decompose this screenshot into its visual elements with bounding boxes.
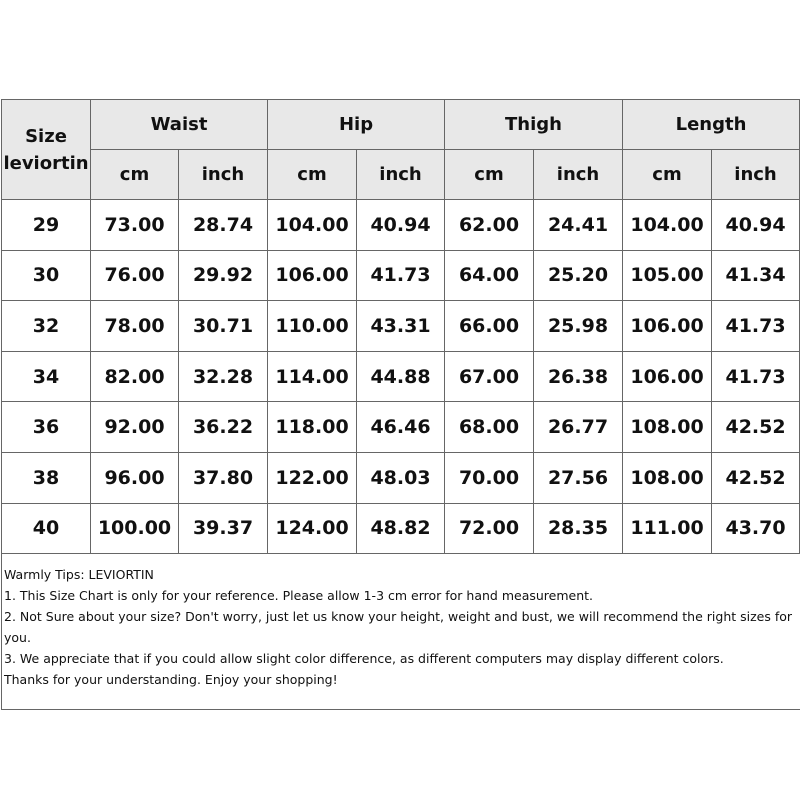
measurement-cell: 41.73 xyxy=(357,250,445,301)
measurement-cell: 124.00 xyxy=(268,503,357,554)
size-cell: 32 xyxy=(2,301,91,352)
size-cell: 29 xyxy=(2,200,91,251)
measurement-cell: 66.00 xyxy=(445,301,534,352)
measurement-cell: 30.71 xyxy=(179,301,268,352)
unit-header: cm xyxy=(91,150,179,200)
header-row-units xyxy=(2,150,800,200)
table-row xyxy=(2,503,800,554)
measurement-cell: 68.00 xyxy=(445,402,534,453)
measurement-cell: 108.00 xyxy=(623,452,712,503)
measurement-cell: 48.03 xyxy=(357,452,445,503)
measurement-cell: 39.37 xyxy=(179,503,268,554)
measurement-cell: 62.00 xyxy=(445,200,534,251)
measurement-cell: 106.00 xyxy=(623,351,712,402)
measurement-cell: 73.00 xyxy=(91,200,179,251)
measurement-cell: 106.00 xyxy=(268,250,357,301)
measurement-cell: 32.28 xyxy=(179,351,268,402)
unit-header: inch xyxy=(534,150,623,200)
measurement-cell: 104.00 xyxy=(268,200,357,251)
measurement-cell: 72.00 xyxy=(445,503,534,554)
warmly-tips xyxy=(1,554,800,710)
measurement-cell: 42.52 xyxy=(712,452,800,503)
measurement-cell: 108.00 xyxy=(623,402,712,453)
measurement-cell: 29.92 xyxy=(179,250,268,301)
size-cell: 40 xyxy=(2,503,91,554)
size-label-line1: Size xyxy=(25,125,67,147)
measurement-cell: 28.74 xyxy=(179,200,268,251)
measurement-cell: 92.00 xyxy=(91,402,179,453)
measurement-cell: 41.73 xyxy=(712,301,800,352)
measurement-cell: 78.00 xyxy=(91,301,179,352)
measurement-cell: 40.94 xyxy=(712,200,800,251)
measurement-cell: 82.00 xyxy=(91,351,179,402)
unit-header: inch xyxy=(712,150,800,200)
measurement-cell: 46.46 xyxy=(357,402,445,453)
tips-title: Warmly Tips: LEVIORTIN xyxy=(4,567,154,583)
size-label-line2: leviortin xyxy=(3,152,89,174)
table-row xyxy=(2,402,800,453)
table-row xyxy=(2,452,800,503)
measurement-cell: 37.80 xyxy=(179,452,268,503)
table-row xyxy=(2,351,800,402)
table-row xyxy=(2,250,800,301)
group-header-waist: Waist xyxy=(91,100,268,150)
group-header-hip: Hip xyxy=(268,100,445,150)
measurement-cell: 110.00 xyxy=(268,301,357,352)
measurement-cell: 64.00 xyxy=(445,250,534,301)
measurement-cell: 41.73 xyxy=(712,351,800,402)
size-cell: 36 xyxy=(2,402,91,453)
measurement-cell: 28.35 xyxy=(534,503,623,554)
measurement-cell: 122.00 xyxy=(268,452,357,503)
table-body xyxy=(2,200,800,554)
measurement-cell: 118.00 xyxy=(268,402,357,453)
group-header-length: Length xyxy=(623,100,800,150)
measurement-cell: 48.82 xyxy=(357,503,445,554)
measurement-cell: 44.88 xyxy=(357,351,445,402)
measurement-cell: 26.38 xyxy=(534,351,623,402)
unit-header: cm xyxy=(268,150,357,200)
measurement-cell: 105.00 xyxy=(623,250,712,301)
measurement-cell: 100.00 xyxy=(91,503,179,554)
table-row xyxy=(2,301,800,352)
tips-line-1: 1. This Size Chart is only for your reference. Please allow 1-3 cm error for hand measurement. xyxy=(4,588,594,604)
unit-header: cm xyxy=(623,150,712,200)
measurement-cell: 41.34 xyxy=(712,250,800,301)
unit-header: inch xyxy=(357,150,445,200)
table-row xyxy=(2,200,800,251)
size-column-header xyxy=(2,100,91,200)
unit-header: cm xyxy=(445,150,534,200)
measurement-cell: 76.00 xyxy=(91,250,179,301)
size-cell: 34 xyxy=(2,351,91,402)
measurement-cell: 43.70 xyxy=(712,503,800,554)
header-row-groups xyxy=(2,100,800,150)
size-cell: 38 xyxy=(2,452,91,503)
measurement-cell: 96.00 xyxy=(91,452,179,503)
measurement-cell: 36.22 xyxy=(179,402,268,453)
unit-header: inch xyxy=(179,150,268,200)
tips-line-2: 2. Not Sure about your size? Don't worry, just let us know your height, weight and bust, we will recommend the right sizes for you. xyxy=(4,609,793,646)
measurement-cell: 67.00 xyxy=(445,351,534,402)
measurement-cell: 25.98 xyxy=(534,301,623,352)
measurement-cell: 111.00 xyxy=(623,503,712,554)
measurement-cell: 104.00 xyxy=(623,200,712,251)
measurement-cell: 25.20 xyxy=(534,250,623,301)
size-table xyxy=(1,99,800,554)
measurement-cell: 26.77 xyxy=(534,402,623,453)
measurement-cell: 43.31 xyxy=(357,301,445,352)
measurement-cell: 27.56 xyxy=(534,452,623,503)
measurement-cell: 24.41 xyxy=(534,200,623,251)
size-chart xyxy=(1,99,799,710)
size-cell: 30 xyxy=(2,250,91,301)
tips-line-4: Thanks for your understanding. Enjoy your shopping! xyxy=(4,672,338,688)
measurement-cell: 40.94 xyxy=(357,200,445,251)
measurement-cell: 42.52 xyxy=(712,402,800,453)
measurement-cell: 106.00 xyxy=(623,301,712,352)
group-header-thigh: Thigh xyxy=(445,100,623,150)
measurement-cell: 70.00 xyxy=(445,452,534,503)
measurement-cell: 114.00 xyxy=(268,351,357,402)
tips-line-3: 3. We appreciate that if you could allow slight color difference, as different computers may display different colors. xyxy=(4,651,724,667)
